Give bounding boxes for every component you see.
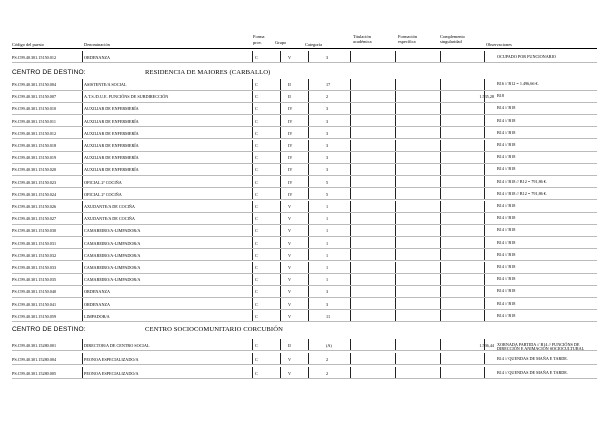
cell-denominacion: PEONOA ESPECIALIZADO/A (84, 356, 139, 362)
cell-observaciones: B14 // B18 (497, 300, 516, 306)
cell-categoria: (A) (326, 342, 332, 348)
cell-observaciones: B14 // B18 // B12 = 791,86 €. (497, 190, 547, 196)
cell-forma-prov: C (255, 130, 258, 136)
table-row (12, 249, 597, 261)
cell-forma-prov: C (255, 289, 258, 295)
cell-grupo: IV (288, 118, 293, 124)
table-row (12, 152, 597, 164)
cell-denominacion: AUXILIAR DE ENFERMERÍA (84, 167, 139, 173)
header-formacion-1: Formación (398, 34, 418, 39)
header-forma-prov-2: prov. (253, 40, 262, 45)
cell-code: PS.C99.40.301.15150.019 (12, 155, 57, 161)
table-row (12, 79, 597, 91)
cell-complemento: 1.535,28 (479, 94, 494, 100)
cell-categoria: 2 (326, 356, 329, 362)
cell-grupo: IV (288, 167, 293, 173)
cell-forma-prov: C (255, 313, 258, 319)
cell-observaciones: B14 // QUENDAS DE MAÑA E TARDE. (497, 355, 568, 361)
cell-categoria: 1 (326, 265, 329, 270)
cell-code: PS.C99.40.301.15150.011 (12, 118, 56, 124)
cell-code: PS.C99.40.301.15150.035 (12, 277, 57, 283)
cell-categoria: 5 (326, 191, 329, 197)
cell-observaciones: B14 // B18 (497, 276, 516, 282)
cell-grupo: V (288, 204, 292, 209)
cell-observaciones: B14 // B18 (497, 312, 516, 318)
cell-categoria: 3 (326, 143, 329, 148)
table-row (12, 339, 597, 351)
cell-denominacion: CAMAREIRO/A-LIMPADOR/A (84, 265, 141, 270)
cell-code: PS.C99.40.301.15150.012 (12, 130, 57, 136)
cell-grupo: II (288, 94, 291, 100)
cell-categoria: 3 (326, 289, 329, 295)
cell-code: PS.C99.40.301.15280.001 (12, 342, 57, 348)
cell-grupo: IV (288, 191, 293, 197)
cell-denominacion: CAMAREIRO/A-LIMPADOR/A (84, 228, 141, 234)
section-heading (12, 326, 283, 333)
cell-code: PS.C99.40.301.15150.018 (12, 143, 57, 148)
cell-grupo: V (288, 356, 292, 362)
cell-forma-prov: C (255, 118, 258, 124)
cell-denominacion: ORDENANZA (84, 289, 111, 295)
cell-grupo: V (288, 240, 292, 246)
header-grupo: Grupo (275, 40, 287, 45)
header-complemento-2: singularidad (440, 39, 462, 44)
cell-code: PS.C99.40.301.15150.040 (12, 289, 57, 295)
cell-forma-prov: C (255, 82, 258, 87)
cell-categoria: 3 (326, 118, 329, 124)
cell-grupo: IV (288, 179, 293, 185)
cell-categoria: 11 (326, 313, 331, 319)
header-forma-prov-1: Forma (253, 34, 265, 39)
cell-forma-prov: C (255, 191, 258, 197)
header-complemento-1: Complemento (440, 34, 465, 39)
row-rule (12, 62, 597, 63)
table-row (12, 237, 597, 249)
cell-complemento: 1.536,44 (479, 342, 494, 348)
cell-code: PS.C99.40.301.15150.033 (12, 265, 57, 270)
cell-code: PS.C99.40.301.15150.026 (12, 204, 57, 209)
cell-categoria: 3 (326, 54, 329, 60)
table-row (12, 262, 597, 274)
table-row (12, 213, 597, 225)
cell-denominacion: ASISTENTE/A SOCIAL (84, 82, 127, 87)
cell-observaciones: OCUPADO POR FUNCIONARIO (497, 53, 556, 59)
cell-code: PS.C99.40.301.15150.010 (12, 106, 57, 112)
table-row (12, 103, 597, 115)
cell-categoria: 2 (326, 370, 329, 376)
cell-code: PS.C99.40.301.15150.020 (12, 167, 57, 173)
cell-observaciones: B14 // B18 (497, 264, 516, 269)
cell-code: PS.C99.40.301.15150.032 (12, 252, 57, 258)
cell-code: PS.C99.40.301.15280.004 (12, 356, 57, 362)
header-denominacion: Denominación (84, 42, 110, 47)
cell-grupo: V (288, 313, 292, 319)
header-categoria: Categoría (305, 42, 323, 47)
row-rule (12, 364, 597, 365)
cell-code: PS.C99.40.301.15150.027 (12, 216, 57, 222)
cell-denominacion: ORDENANZA (84, 301, 111, 307)
cell-denominacion: AUXILIAR DE ENFERMERÍA (84, 143, 139, 148)
cell-categoria: 17 (326, 82, 331, 87)
cell-forma-prov: C (255, 179, 258, 185)
cell-denominacion: PEONOA ESPECIALIZADO/A (84, 370, 139, 376)
cell-categoria: 3 (326, 130, 329, 136)
cell-denominacion: AUXILIAR DE ENFERMERÍA (84, 130, 139, 136)
cell-grupo: V (288, 216, 292, 222)
cell-code: PS.C99.40.301.15150.059 (12, 313, 57, 319)
cell-categoria: 1 (326, 204, 329, 209)
table-row (12, 367, 597, 379)
cell-denominacion: LIMPADOR/A (84, 313, 110, 319)
cell-categoria: 1 (326, 277, 329, 283)
cell-grupo: IV (288, 106, 293, 112)
cell-code: PS.C99.40.301.15150.031 (12, 240, 57, 246)
header-titulacion-1: Titulación (353, 34, 371, 39)
section-title: RESIDENCIA DE MAIORES (CARBALLO) (145, 69, 271, 76)
cell-categoria: 1 (326, 240, 329, 246)
cell-grupo: II (288, 342, 291, 348)
cell-observaciones: B14 // B18 (497, 105, 516, 111)
cell-grupo: V (288, 265, 292, 270)
cell-forma-prov: C (255, 155, 258, 161)
table-row (12, 310, 597, 322)
cell-denominacion: AXUDANTE/A DE COCIÑA (84, 204, 135, 209)
table-row (12, 353, 597, 365)
table-row (12, 51, 597, 63)
cell-observaciones: B14 // B18 (497, 251, 516, 257)
cell-code: PS.C99.40.301.15150.024 (12, 191, 57, 197)
cell-grupo: IV (288, 130, 293, 136)
cell-categoria: 2 (326, 94, 329, 100)
cell-code: PS.C99.40.301.15150.004 (12, 82, 57, 87)
cell-code: PS.C99.40.301.15150.041 (12, 301, 57, 307)
cell-code: PS.C99.40.301.15150.030 (12, 228, 57, 234)
table-row (12, 298, 597, 310)
cell-code: PS.C99.40.301.15150.007 (12, 94, 57, 100)
cell-grupo: V (288, 54, 292, 60)
cell-grupo: V (288, 277, 292, 283)
row-rule (12, 378, 597, 379)
cell-denominacion: ORDENANZA (84, 54, 111, 60)
cell-grupo: V (288, 370, 292, 376)
cell-observaciones: B14 // B18 (497, 117, 516, 123)
table-row (12, 225, 597, 237)
cell-categoria: 5 (326, 179, 329, 185)
cell-observaciones: B14 // B18 (497, 215, 516, 221)
cell-categoria: 3 (326, 301, 329, 307)
cell-denominacion: CAMAREIRO/A-LIMPADOR/A (84, 252, 141, 258)
cell-observaciones: B14 // B18 (497, 227, 516, 233)
cell-forma-prov: C (255, 167, 258, 173)
cell-code: PS.C99.40.301.15280.005 (12, 370, 57, 376)
cell-grupo: V (288, 289, 292, 295)
table-row (12, 286, 597, 298)
cell-forma-prov: C (255, 143, 258, 148)
table-row (12, 127, 597, 139)
cell-grupo: V (288, 252, 292, 258)
cell-forma-prov: C (255, 301, 258, 307)
cell-forma-prov: C (255, 265, 258, 270)
header-codigo: Código del puesto (12, 42, 44, 47)
table-row (12, 140, 597, 152)
cell-observaciones: XORNADA PARTIDA // B14 // FUNCIÓNS DE DIRECCIÓN E ANIMACIÓN SOCIOCULTURAL (497, 341, 585, 352)
header-rule (12, 48, 597, 49)
cell-denominacion: AUXILIAR DE ENFERMERÍA (84, 155, 139, 161)
row-rule (12, 321, 597, 322)
cell-forma-prov: C (255, 94, 258, 100)
table-row (12, 188, 597, 200)
header-formacion-2: específica (398, 39, 416, 44)
cell-observaciones: B14 // B18 (497, 129, 516, 135)
section-label: CENTRO DE DESTINO: (12, 69, 86, 76)
cell-observaciones: B18 (497, 93, 504, 99)
cell-observaciones: B14 // B18 (497, 239, 516, 245)
cell-code: PS.C99.40.301.15150.023 (12, 179, 57, 185)
cell-forma-prov: C (255, 370, 258, 376)
table-row (12, 115, 597, 127)
cell-observaciones: B14 // QUENDAS DE MAÑA E TARDE. (497, 369, 568, 375)
table-row (12, 91, 597, 103)
cell-denominacion: CAMAREIRO/A-LIMPADOR/A (84, 277, 141, 283)
table-row (12, 201, 597, 213)
cell-observaciones: B14 // B18 (497, 288, 516, 294)
cell-observaciones: B14 // B18 (497, 154, 516, 160)
cell-grupo: II (288, 82, 291, 87)
section-heading (12, 69, 271, 76)
cell-forma-prov: C (255, 356, 258, 362)
cell-denominacion: DIRECTOR/A DE CENTRO SOCIAL (84, 342, 150, 348)
cell-forma-prov: C (255, 216, 258, 222)
cell-forma-prov: C (255, 277, 258, 283)
cell-denominacion: AUXILIAR DE ENFERMERÍA (84, 106, 139, 112)
header-titulacion-2: académica (353, 39, 372, 44)
section-title: CENTRO SOCIOCOMUNITARIO CORCUBIÓN (145, 326, 283, 333)
cell-code: PS.C99.40.301.15150.012 (12, 54, 57, 60)
cell-categoria: 3 (326, 167, 329, 173)
cell-forma-prov: C (255, 106, 258, 112)
cell-forma-prov: C (255, 252, 258, 258)
header-observaciones: Observaciones (486, 42, 512, 47)
table-row (12, 274, 597, 286)
cell-categoria: 3 (326, 155, 329, 161)
cell-categoria: 3 (326, 106, 329, 112)
cell-forma-prov: C (255, 54, 258, 60)
cell-observaciones: B14 // B18 (497, 166, 516, 172)
table-row (12, 164, 597, 176)
cell-denominacion: A.T.S./D.U.E. FUNCIÓNS DE SUBDIRECCIÓN (84, 94, 169, 100)
table-row (12, 176, 597, 188)
cell-observaciones: B16 // B12 = 1.496,66 €. (497, 81, 539, 86)
cell-grupo: IV (288, 143, 293, 148)
cell-forma-prov: C (255, 204, 258, 209)
row-rule (12, 350, 597, 351)
cell-observaciones: B14 // B18 (497, 203, 516, 208)
cell-observaciones: B14 // B18 // B12 = 791,86 €. (497, 178, 547, 184)
section-label: CENTRO DE DESTINO: (12, 326, 86, 333)
cell-denominacion: OFICIAL 2ª COCIÑA (84, 179, 122, 185)
cell-categoria: 1 (326, 252, 329, 258)
cell-forma-prov: C (255, 342, 258, 348)
cell-denominacion: OFICIAL 2ª COCIÑA (84, 191, 122, 197)
cell-denominacion: CAMAREIRO/A-LIMPADOR/A (84, 240, 141, 246)
cell-grupo: IV (288, 155, 293, 161)
cell-categoria: 1 (326, 216, 329, 222)
cell-denominacion: AUXILIAR DE ENFERMERÍA (84, 118, 139, 124)
cell-grupo: V (288, 301, 292, 307)
cell-forma-prov: C (255, 240, 258, 246)
cell-grupo: V (288, 228, 292, 234)
cell-categoria: 1 (326, 228, 329, 234)
cell-denominacion: AXUDANTE/A DE COCIÑA (84, 216, 135, 222)
cell-observaciones: B14 // B18 (497, 142, 516, 147)
cell-forma-prov: C (255, 228, 258, 234)
